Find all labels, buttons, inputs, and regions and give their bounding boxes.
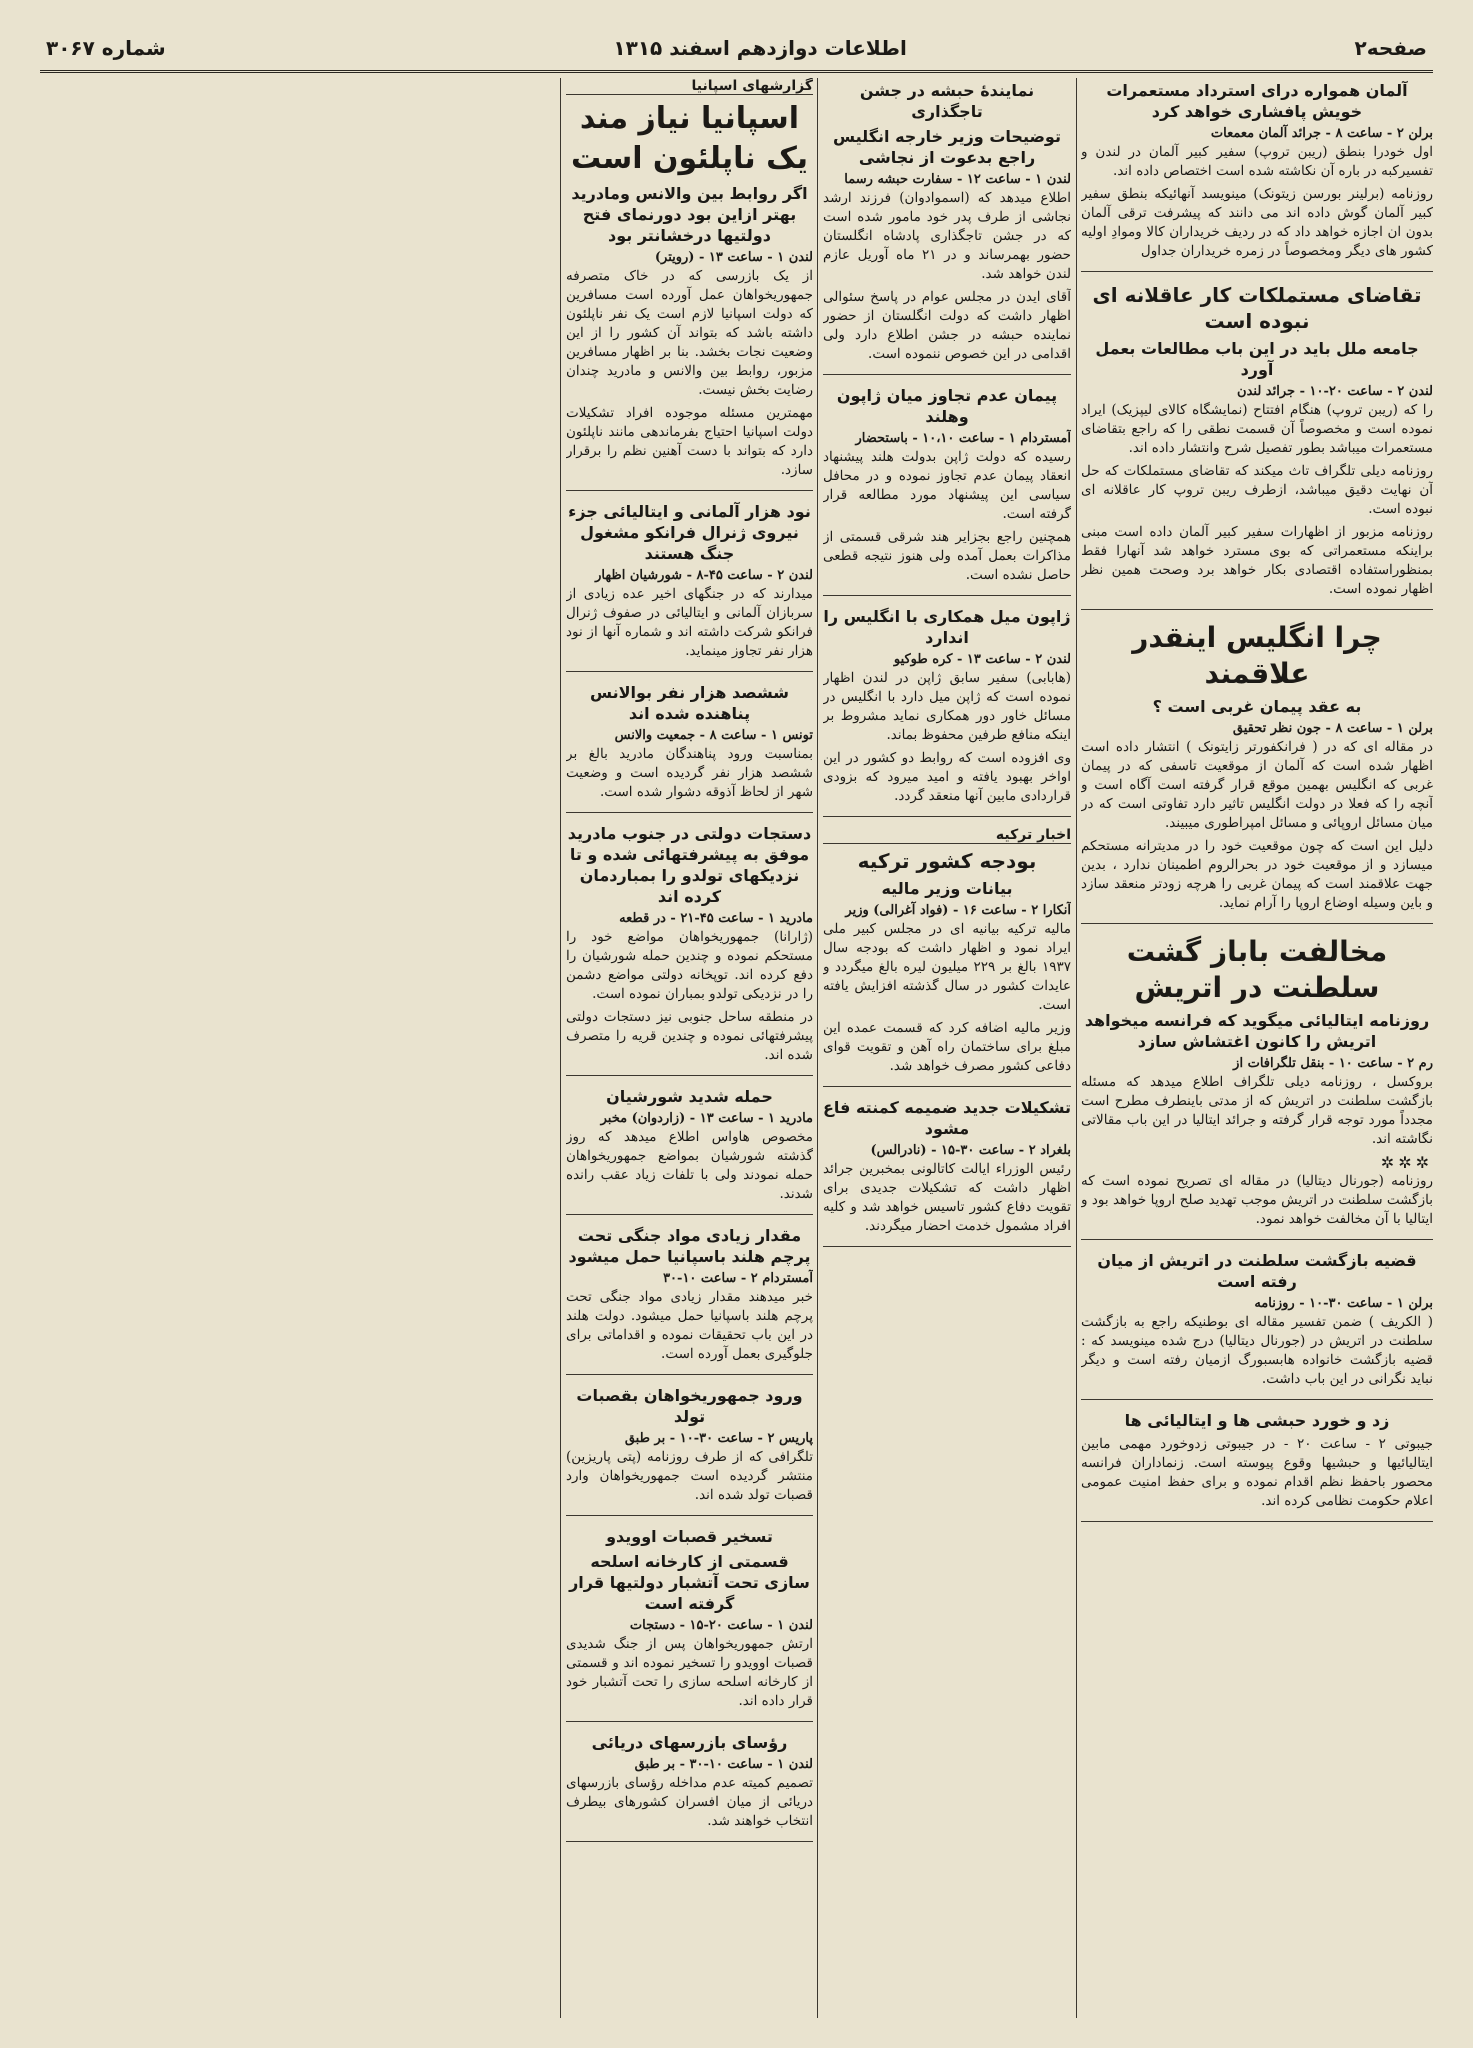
article-title: ورود جمهوریخواهان بقصبات تولد — [576, 1386, 803, 1426]
article-title: نمایندهٔ حبشه در جشن تاجگذاری — [859, 81, 1035, 121]
article-title: قضیه بازگشت سلطنت در اتریش از میان رفته است — [1097, 1251, 1417, 1291]
dateline: لندن ۱ - ساعت ۱۳ - (رویتر) — [654, 250, 813, 265]
article-naval-inspectors — [566, 1732, 813, 1842]
paragraph: اول خودرا بنطق (ریبن تروپ) سفیر کبیر آلمان در لندن و تفسیرکبه در باره آن نکاشته شده است اختصاص داده اند. — [1081, 144, 1433, 179]
dateline: لندن ۱ - ساعت ۱۲ - سفارت حبشه رسما — [844, 172, 1071, 187]
article-title: ششصد هزار نفر بوالانس پناهنده شده اند — [589, 683, 789, 723]
article-subtitle: جامعه ملل باید در این باب مطالعات بعمل آورد — [1095, 339, 1419, 379]
dateline: برلن ۱ - ساعت ۳۰-۱۰ - روزنامه — [1254, 1296, 1433, 1311]
dateline: برلن ۱ - ساعت ۸ - جون نظر تحقیق — [1232, 721, 1433, 736]
article-rebel-attack — [566, 1086, 813, 1215]
column-2 — [823, 78, 1071, 2018]
paragraph: در منطقه ساحل جنوبی نیز دستجات دولتی پیشرفتهائی نموده و چندین قریه را متصرف شده اند. — [566, 1009, 813, 1063]
paragraph: آقای ایدن در مجلس عوام در پاسخ سئوالی اظهار داشت که دولت انگلستان از حضور نماینده حبشه در جشن اطلاع دارد ولی اقدامی در این خصوص ننموده است. — [823, 289, 1071, 362]
dateline: آمستردام ۱ - ساعت ۱۰،۱۰ - باستحضار — [855, 431, 1071, 446]
article-title: مقدار زیادی مواد جنگی تحت پرچم هلند باسپانیا حمل میشود — [568, 1226, 811, 1266]
paragraph: وزیر مالیه اضافه کرد که قسمت عمده این مبلغ برای ساختمان راه آهن و تقویت قوای دفاعی کشور مصرف خواهد شد. — [823, 1020, 1071, 1074]
article-abyssinia-coronation — [823, 80, 1071, 375]
column-rule — [1076, 78, 1077, 2018]
article-subtitle: بیانات وزیر مالیه — [881, 879, 1013, 898]
paragraph: بروکسل ، روزنامه دیلی تلگراف اطلاع میدهد که مسئله بازگشت سلطنت در اتریش که از مدتی باینطرف مطرح است مجدداً مورد توجه قرار گرفته و جرائد ایتالیا در این باب مقالاتی نگاشته اند. — [1081, 1074, 1433, 1147]
article-title: رؤسای بازرسهای دریائی — [591, 1733, 788, 1752]
paragraph: مالیه ترکیه بیانیه ای در مجلس کبیر ملی ایراد نمود و اظهار داشت که بودجه سال ۱۹۳۷ بالغ بر ۲۲۹ میلیون لیره بالغ میگردد و عایدات کشور در سال گذشته افزایش یافته است. — [823, 921, 1071, 1013]
article-republicans-toledo — [566, 1385, 813, 1516]
dateline: تونس ۱ - ساعت ۸ - جمعیت والانس — [614, 728, 813, 743]
page-label: صفحه۲ — [1354, 36, 1427, 60]
paragraph: دلیل این است که چون موقعیت خود را در مدیترانه مستحکم میسازد و از موقعیت خود در بحرالروم اطمینان ندارد ، بدین جهت علاقمند است که پیمان غربی را هرچه زودتر منعقد سازد و باین وسیله اوضاع اروپا را آرام نماید. — [1081, 838, 1433, 911]
article-toledo-bombardment — [566, 823, 813, 1076]
article-title: پیمان عدم تجاوز میان ژاپون وهلند — [836, 386, 1058, 426]
article-title: تقاضای مستملکات کار عاقلانه ای نبوده است — [1092, 283, 1422, 333]
paragraph: روزنامه (برلینر بورسن زیتونک) مینویسد آنهائیکه بنطق سفیر کبیر آلمان گوش داده اند می دانند که پیشرفت ترقی آلمان بدون ان اجازه خواهد داد که در ردیف خریداران کالا وموادِ اولیه کشور های دیگر ومخصوصاً در زمره خریداران جداول — [1081, 186, 1433, 259]
paragraph: جیبوتی ۲ - ساعت ۲۰ - در جیبوتی زدوخورد مهمی مابین ایتالیائیها و حبشیها وقوع پیوسته است. زنماداران فرانسه محصور باحفظ نظم اقدام نموده و برای حفظ امنیت عمومی اعلام حکومت نظامی کرده اند. — [1081, 1436, 1433, 1509]
dateline: لندن ۲ - ساعت ۲۰-۱۰ - جرائد لندن — [1237, 384, 1433, 399]
article-japan-england — [823, 606, 1071, 817]
paragraph: میدارند که در جنگهای اخیر عده زیادی از سربازان آلمانی و ایتالیائی در صفوف ژنرال فرانکو شرکت داشته اند و شماره آنها از نود هزار نفر تجاوز مینماید. — [566, 586, 813, 659]
article-title: مخالفت باباز گشت سلطنت در اتریش — [1126, 935, 1388, 1004]
article-title: زد و خورد حبشی ها و ایتالیائی ها — [1124, 1411, 1390, 1430]
paragraph: تصمیم کمیته عدم مداخله رؤسای بازرسهای دریائی از میان افسران کشورهای بیطرف انتخاب خواهند شد. — [566, 1775, 813, 1829]
masthead — [40, 26, 1433, 73]
article-title: دستجات دولتی در جنوب مادرید موفق به پیشرفتهائی شده و تا نزدیکهای تولدو را بمباردمان کرده اند — [567, 824, 812, 906]
column-3 — [566, 78, 813, 2018]
dateline: پاریس ۲ - ساعت ۳۰-۱۰ - بر طبق — [624, 1431, 813, 1446]
article-new-defense-organization — [823, 1097, 1071, 1247]
dateline: لندن ۲ - ساعت ۴۵-۸ - شورشیان اظهار — [595, 568, 813, 583]
dateline: لندن ۱ - ساعت ۱۰-۳۰ - بر طبق — [634, 1757, 813, 1772]
paragraph: رئیس الوزراء ایالت کاتالونی بمخبرین جرائد اظهار داشت که تشکیلات جدیدی برای تقویت دفاع کشور تاسیس خواهد شد و کلیه افراد مشمول خدمت احضار میگردند. — [823, 1161, 1071, 1234]
paragraph: همچنین راجع بجزایر هند شرقی قسمتی از مذاکرات بعمل آمده ولی هنوز نتیجه قطعی حاصل نشده است. — [823, 529, 1071, 583]
paragraph: از یک بازرسی که در خاک متصرفه جمهوریخواهان عمل آورده است مسافرین که دولت اسپانیا لازم است یک نفر ناپلئون داشته باشد که بتواند آن کشور را از این وضعیت نجات بخشد. بنا بر اظهار مسافرین مزبور، روابط بین والانس و مادرید چندان رضایت بخش نیست. — [566, 268, 813, 398]
article-colonies-demand — [1081, 282, 1433, 610]
paragraph: روزنامه دیلی تلگراف تاث میکند که تقاضای مستملکات که حل آن نهایت دقیق میباشد، ازطرف ریبن تروپ کار عاقلانه ای نبوده است. — [1081, 463, 1433, 517]
dateline: بلغراد ۲ - ساعت ۳۰-۱۵ - (نادرالس) — [870, 1143, 1071, 1158]
column-1 — [1081, 78, 1433, 2018]
masthead-title: اطلاعات دوازدهم اسفند ۱۳۱۵ — [613, 36, 907, 60]
article-turkey-budget — [823, 827, 1071, 1087]
article-austria-monarchy — [1081, 934, 1433, 1240]
article-austria-restoration-ended — [1081, 1250, 1433, 1400]
article-title: نود هزار آلمانی و ایتالیائی جزء نیروی ژنرال فرانکو مشغول جنگ هستند — [568, 502, 811, 563]
dateline: رم ۲ - ساعت ۱۰ - بنقل تلگرافات از — [1233, 1056, 1433, 1071]
article-germany-colonies — [1081, 80, 1433, 272]
paragraph: رسیده که دولت ژاپن بدولت هلند پیشنهاد انعقاد پیمان عدم تجاوز نموده و در محافل سیاسی این پیشنهاد مورد مطالعه قرار گرفته است. — [823, 449, 1071, 522]
dateline: برلن ۲ - ساعت ۸ - جرائد آلمان معمعات — [1210, 126, 1433, 141]
dateline: آنکارا ۲ - ساعت ۱۶ - (فواد آغرالی) وزیر — [845, 903, 1071, 918]
article-title: تسخیر قصبات اوویدو — [606, 1527, 773, 1546]
paragraph: روزنامه مزبور از اظهارات سفیر کبیر آلمان داده است مبنی براینکه مستعمراتی که بوی مسترد خواهد شد آنهارا فقط بمنظوراستفاده اقتصادی بکار خواهد برد وصحت همین نظر اظهار نموده است. — [1081, 524, 1433, 597]
dateline: مادرید ۱ - ساعت ۴۵-۲۱ - در قطعه — [619, 911, 813, 926]
article-subtitle: به عقد پیمان غربی است ؟ — [1152, 697, 1362, 716]
paragraph: وی افزوده است که روابط دو کشور در این اواخر بهبود یافته و امید میرود که بزودی قراردادی مابین آنها منعقد گردد. — [823, 750, 1071, 804]
article-england-western-pact — [1081, 620, 1433, 924]
separator-stars: ✲✲✲ — [1380, 1153, 1433, 1172]
paragraph: ارتش جمهوریخواهان پس از جنگ شدیدی قصبات اوویدو را تسخیر نموده اند و قسمتی از کارخانه اسلحه سازی را تحت آتشبار خود قرار داده اند. — [566, 1636, 813, 1709]
paragraph: تلگرافی که از طرف روزنامه (پتی پاریزین) منتشر گردیده است جمهوریخواهان وارد قصبات تولد شده اند. — [566, 1449, 813, 1503]
dateline: آمستردام ۲ - ساعت ۱۰-۳۰ — [663, 1271, 813, 1286]
article-title: چرا انگلیس اینقدر علاقمند — [1132, 621, 1382, 690]
paragraph: روزنامه (جورنال دیتالیا) در مقاله ای تصریح نموده است که بازگشت سلطنت در اتریش موجب تهدید صلح اروپا خواهد بود و ایتالیا با آن مخالفت خواهد نمود. — [1081, 1173, 1433, 1227]
article-abyssinian-clash — [1081, 1410, 1433, 1522]
article-title: آلمان همواره درای استرداد مستعمرات خویش پافشاری خواهد کرد — [1106, 81, 1408, 121]
paragraph: در مقاله ای که در ( فرانکفورتر زایتونک ) انتشار داده است اظهار شده است که آلمان از موقعیت تاسفی که در پیمان غربی که انگلیس بهمین موقع قرار گرفته است آگاه است و آنچه را که فعلا در دولت انگلیس تاثیر دارد تفاوتی است که در میان مسائل اروپائی و مسائل امپراطوری میبیند. — [1081, 739, 1433, 831]
article-title: اسپانیا نیاز مند یک ناپلئون است — [570, 101, 809, 176]
article-title: ژاپون میل همکاری با انگلیس را اندارد — [823, 607, 1071, 647]
article-japan-holland-pact — [823, 385, 1071, 596]
paragraph: مهمترین مسئله موجوده افراد تشکیلات دولت اسپانیا احتیاج بفرماندهی مانند ناپلئون دارد که بتواند با دست آهنین نظم را برقرار سازد. — [566, 405, 813, 478]
column-rule — [817, 78, 818, 2018]
newspaper-page — [40, 26, 1433, 2022]
paragraph: اطلاع میدهد که (اسموادوان) فرزند ارشد نجاشی از طرف پدر خود مامور شده است که در جشن تاجگذاری پادشاه انگلستان حضور بهمرساند و در ۲۱ ماه آوریل عازم لندن خواهد شد. — [823, 190, 1071, 282]
paragraph: خبر میدهند مقدار زیادی مواد جنگی تحت پرچم هلند باسپانیا حمل میشود. دولت هلند در این باب تحقیقات نموده و اقداماتی برای جلوگیری بعمل آورده است. — [566, 1289, 813, 1362]
dateline: لندن ۱ - ساعت ۲۰-۱۵ - دستجات — [629, 1618, 813, 1633]
paragraph: ( الکریف ) ضمن تفسیر مقاله ای بوطنیکه راجع به بازگشت سلطنت در اتریش در (جورنال دیتالیا) درج شده مینویسد که : قضیه بازگشت خانواده هابسبورگ ازمیان رفته است و دیگر نباید نگرانی در این باب داشت. — [1081, 1314, 1433, 1387]
article-oviedo-capture — [566, 1526, 813, 1722]
article-title: بودجه کشور ترکیه — [857, 849, 1037, 873]
paragraph: (هابابی) سفیر سابق ژاپن در لندن اظهار نموده است که ژاپن میل دارد با انگلیس در مسائل خاور دور همکاری نماید مشروط بر اینکه منافع طرفین محفوظ بماند. — [823, 670, 1071, 743]
paragraph: مخصوص هاواس اطلاع میدهد که روز گذشته شورشیان بمواضع جمهوریخواهان حمله نمودند ولی با تلفات زیاد عقب رانده شدند. — [566, 1129, 813, 1202]
paragraph: بمناسبت ورود پناهندگان مادرید بالغ بر ششصد هزار نفر گردیده است و وضعیت شهر از لحاظ آذوقه دشوار شده است. — [566, 746, 813, 800]
article-foreign-troops — [566, 501, 813, 672]
article-title: تشکیلات جدید ضمیمه کمنته فاع مشود — [823, 1098, 1071, 1138]
issue-number: شماره ۳۰۶۷ — [46, 36, 166, 60]
article-spain-napoleon — [566, 99, 813, 491]
article-title: حمله شدید شورشیان — [606, 1087, 773, 1106]
article-subtitle: اگر روابط بین والانس ومادرید بهتر ازاین بود دورنمای فتح دولتیها درخشانتر بود — [571, 184, 808, 245]
paragraph: را که (ریبن تروپ) هنگام افتتاح (نمایشگاه کالای لیپزیک) ایراد نموده است و مخصوصاً آن قسمت نطقی را که راجع بتقاضای مستعمرات میباشد بطور تفصیل شرح وانتشار داده اند. — [1081, 402, 1433, 456]
article-subtitle: قسمتی از کارخانه اسلحه سازی تحت آتشبار دولتیها قرار گرفته است — [569, 1552, 810, 1613]
article-refugees-valencia — [566, 682, 813, 813]
article-subtitle: توضیحات وزیر خارجه انگلیس راجع بدعوت از نجاشی — [833, 127, 1061, 167]
article-war-materials-holland — [566, 1225, 813, 1375]
dateline: لندن ۲ - ساعت ۱۳ - کره طوکیو — [893, 652, 1071, 667]
article-subtitle: روزنامه ایتالیائی میگوید که فرانسه میخواهد اتریش را کانون اغتشاش سازد — [1084, 1011, 1430, 1051]
paragraph: (ژارانا) جمهوریخواهان مواضع خود را مستحکم نموده و چندین حمله شورشیان را دفع کرده اند. توپخانه دولتی مواضع دشمن را در نزدیکی تولدو بمباران نموده است. — [566, 929, 813, 1002]
column-rule — [560, 78, 561, 2018]
section-label: گزارشهای اسپانیا — [566, 78, 813, 95]
dateline: مادرید ۱ - ساعت ۱۳ - (زاردوان) مخبر — [600, 1111, 813, 1126]
section-label: اخبار ترکیه — [823, 827, 1071, 844]
